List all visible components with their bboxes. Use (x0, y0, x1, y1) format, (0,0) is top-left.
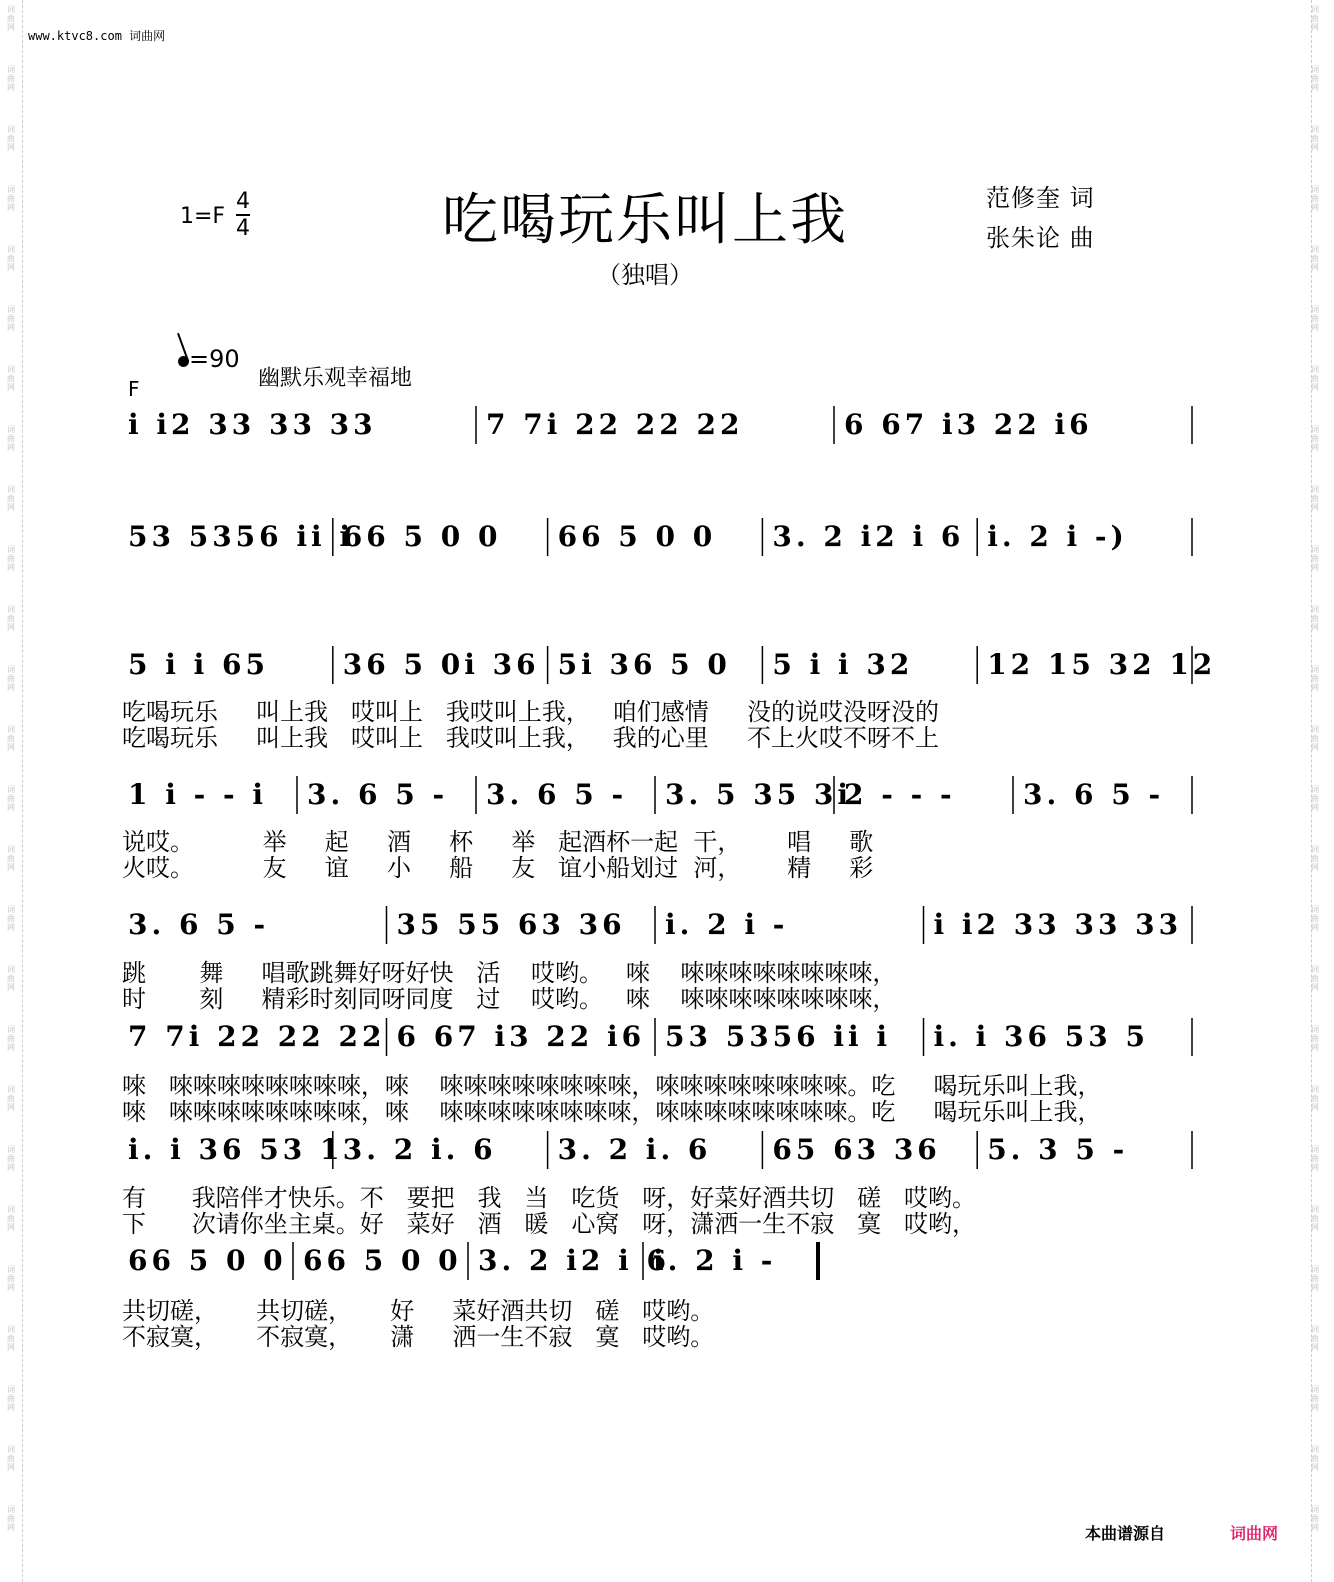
watermark-text: 词 曲 网 (7, 305, 15, 332)
watermark-text: 词 曲 网 (7, 65, 15, 92)
watermark-text: 词 曲 网 (7, 1265, 15, 1292)
barlines (124, 518, 1204, 558)
measure: 3. 2 i. 6 (342, 1133, 497, 1166)
measure: i. i 36 53 1 (128, 1133, 344, 1166)
lyricist-credit: 范修奎 词 (986, 184, 1095, 212)
measure: 65 63 36 (772, 1133, 941, 1166)
measure: 3. 6 5 - (128, 908, 270, 941)
lyric-line-verse-2: 不寂寞， 不寂寞， 潇 洒一生不寂 寞 哎哟。 (122, 1323, 715, 1351)
watermark-text: 词 曲 网 (7, 725, 15, 752)
measure: 66 5 0 0 (128, 1244, 287, 1277)
watermark-text: 词 曲 网 (7, 485, 15, 512)
watermark-text: 词 曲 网 (7, 125, 15, 152)
watermark-text: 词 曲 网 (1311, 1025, 1319, 1052)
lyric-line-verse-1: 有 我陪伴才快乐。不 要把 我 当 吃货 呀，好菜好酒共切 磋 哎哟。 (122, 1184, 976, 1212)
source-label: 本曲谱源自 (1085, 1524, 1166, 1543)
measure: i. 2 i - (653, 1244, 777, 1277)
score-line (124, 1133, 1199, 1167)
measure: 3. 6 5 - (486, 778, 628, 811)
measure: 3. 6 5 - (307, 778, 449, 811)
watermark-text: 词 曲 网 (7, 905, 15, 932)
barlines (124, 406, 1204, 446)
watermark-text: 词 曲 网 (1311, 1145, 1319, 1172)
watermark-text: 词 曲 网 (1311, 665, 1319, 692)
score-line (124, 520, 1199, 554)
tempo-marking (178, 345, 240, 373)
lyric-line-verse-1: 吃喝玩乐 叫上我 哎叫上 我哎叫上我， 咱们感情 没的说哎没呀没的 (122, 698, 939, 726)
watermark-text: 词 曲 网 (7, 425, 15, 452)
watermark-text: 词 曲 网 (1311, 845, 1319, 872)
watermark-text: 词 曲 网 (1311, 785, 1319, 812)
watermark-text: 词 曲 网 (1311, 1385, 1319, 1412)
score-line (124, 1244, 1199, 1278)
score-line (124, 1020, 1199, 1054)
watermark-text: 词 曲 网 (7, 1085, 15, 1112)
watermark-text: 词 曲 网 (1311, 1445, 1319, 1472)
chord-symbol: F (128, 377, 140, 401)
lyric-line-verse-2: 时 刻 精彩时刻同呀同度 过 哎哟。 唻 唻唻唻唻唻唻唻唻， (122, 985, 897, 1013)
measure: 3. 2 i. 6 (557, 1133, 712, 1166)
barlines (124, 906, 1204, 946)
barlines (124, 1242, 1204, 1282)
measure: 3. 5 35 3i (665, 778, 853, 811)
watermark-text: 词 曲 网 (1311, 545, 1319, 572)
time-signature-bottom: 4 (236, 216, 250, 241)
watermark-text: 词 曲 网 (7, 1145, 15, 1172)
expression-marking: 幽默乐观幸福地 (258, 366, 413, 391)
lyric-line-verse-2: 下 次请你坐主桌。好 菜好 酒 暖 心窝 呀，潇洒一生不寂 寞 哎哟， (122, 1210, 976, 1238)
watermark-text: 词 曲 网 (1311, 365, 1319, 392)
watermark-text: 词 曲 网 (1311, 185, 1319, 212)
measure: 53 5356 ii i (665, 1020, 892, 1053)
watermark-text: 词 曲 网 (7, 1385, 15, 1412)
lyric-line-verse-2: 唻 唻唻唻唻唻唻唻唻，唻 唻唻唻唻唻唻唻唻，唻唻唻唻唻唻唻唻。吃 喝玩乐叫上我， (122, 1098, 1102, 1126)
score-line (124, 778, 1199, 812)
site-url[interactable]: www.ktvc8.com 词曲网 (28, 29, 166, 43)
measure: 2 - - - (844, 778, 956, 811)
measure: 7 7i 22 22 22 (128, 1020, 386, 1053)
barlines (124, 1018, 1204, 1058)
watermark-text: 词 曲 网 (7, 185, 15, 212)
measure: 1 i - - i (128, 778, 267, 811)
source-site-link[interactable]: 词曲网 (1230, 1524, 1279, 1543)
barlines (124, 1131, 1204, 1171)
tempo-value: =90 (189, 345, 240, 373)
measure: 5. 3 5 - (987, 1133, 1129, 1166)
watermark-text: 词 曲 网 (1311, 5, 1319, 32)
key-signature: 1=F (180, 204, 226, 229)
lyric-line-verse-2: 吃喝玩乐 叫上我 哎叫上 我哎叫上我， 我的心里 不上火哎不呀不上 (122, 724, 939, 752)
measure: 6 67 i3 22 i6 (396, 1020, 646, 1053)
composer-credit: 张朱论 曲 (986, 224, 1095, 252)
measure: i i2 33 33 33 (128, 408, 377, 441)
measure: 5 i i 65 (128, 648, 269, 681)
measure: 12 15 32 12 (987, 648, 1217, 681)
watermark-text: 词 曲 网 (7, 665, 15, 692)
lyric-line-verse-2: 火哎。 友 谊 小 船 友 谊小船划过 河， 精 彩 (122, 854, 874, 882)
barlines (124, 776, 1204, 816)
score-line (124, 648, 1217, 682)
measure: 66 5 0 0 (342, 520, 502, 553)
measure: 6 67 i3 22 i6 (844, 408, 1093, 441)
watermark-text: 词 曲 网 (7, 365, 15, 392)
score-line (124, 408, 1199, 442)
measure: 66 5 0 0 (557, 520, 717, 553)
watermark-text: 词 曲 网 (1311, 965, 1319, 992)
measure: i. 2 i - (665, 908, 789, 941)
watermark-text: 词 曲 网 (1311, 425, 1319, 452)
lyric-line-verse-1: 跳 舞 唱歌跳舞好呀好快 活 哎哟。 唻 唻唻唻唻唻唻唻唻， (122, 959, 897, 987)
watermark-text: 词 曲 网 (7, 1325, 15, 1352)
watermark-text: 词 曲 网 (1311, 1505, 1319, 1532)
watermark-text: 词 曲 网 (1311, 1085, 1319, 1112)
song-subtitle: （独唱） (597, 261, 693, 289)
watermark-text: 词 曲 网 (7, 1025, 15, 1052)
watermark-text: 词 曲 网 (1311, 905, 1319, 932)
lyric-line-verse-1: 共切磋， 共切磋， 好 菜好酒共切 磋 哎哟。 (122, 1297, 715, 1325)
watermark-text: 词 曲 网 (1311, 1265, 1319, 1292)
song-title: 吃喝玩乐叫上我 (442, 188, 848, 253)
measure: 66 5 0 0 (303, 1244, 462, 1277)
measure: 36 5 0i 36 (342, 648, 540, 681)
watermark-text: 词 曲 网 (7, 245, 15, 272)
time-signature-top: 4 (236, 189, 250, 214)
measure: 53 5356 ii i (128, 520, 355, 553)
measure: 3. 2 i2 i 6 (772, 520, 965, 553)
measure: 5i 36 5 0 (557, 648, 731, 681)
measure: 5 i i 32 (772, 648, 914, 681)
watermark-text: 词 曲 网 (7, 605, 15, 632)
measure: i. i 36 53 5 (933, 1020, 1149, 1053)
measure: 35 55 63 36 (396, 908, 626, 941)
watermark-text: 词 曲 网 (1311, 725, 1319, 752)
lyric-line-verse-1: 说哎。 举 起 酒 杯 举 起酒杯一起 干， 唱 歌 (122, 828, 874, 856)
score-line (124, 908, 1199, 942)
watermark-text: 词 曲 网 (1311, 125, 1319, 152)
watermark-text: 词 曲 网 (7, 1445, 15, 1472)
measure: i. 2 i -) (987, 520, 1128, 553)
watermark-text: 词 曲 网 (1311, 305, 1319, 332)
measure: 3. 2 i2 i 6 (478, 1244, 670, 1277)
watermark-text: 词 曲 网 (7, 545, 15, 572)
watermark-text: 词 曲 网 (7, 785, 15, 812)
measure: 7 7i 22 22 22 (486, 408, 744, 441)
barlines (124, 646, 1204, 686)
watermark-text: 词 曲 网 (1311, 605, 1319, 632)
lyric-line-verse-1: 唻 唻唻唻唻唻唻唻唻，唻 唻唻唻唻唻唻唻唻，唻唻唻唻唻唻唻唻。吃 喝玩乐叫上我， (122, 1072, 1102, 1100)
watermark-text: 词 曲 网 (1311, 1325, 1319, 1352)
watermark-text: 词 曲 网 (7, 5, 15, 32)
watermark-text: 词 曲 网 (7, 1205, 15, 1232)
watermark-text: 词 曲 网 (1311, 485, 1319, 512)
watermark-text: 词 曲 网 (7, 1505, 15, 1532)
watermark-text: 词 曲 网 (1311, 245, 1319, 272)
watermark-text: 词 曲 网 (7, 845, 15, 872)
measure: 3. 6 5 - (1023, 778, 1165, 811)
watermark-text: 词 曲 网 (7, 965, 15, 992)
measure: i i2 33 33 33 (933, 908, 1183, 941)
watermark-text: 词 曲 网 (1311, 1205, 1319, 1232)
watermark-text: 词 曲 网 (1311, 65, 1319, 92)
